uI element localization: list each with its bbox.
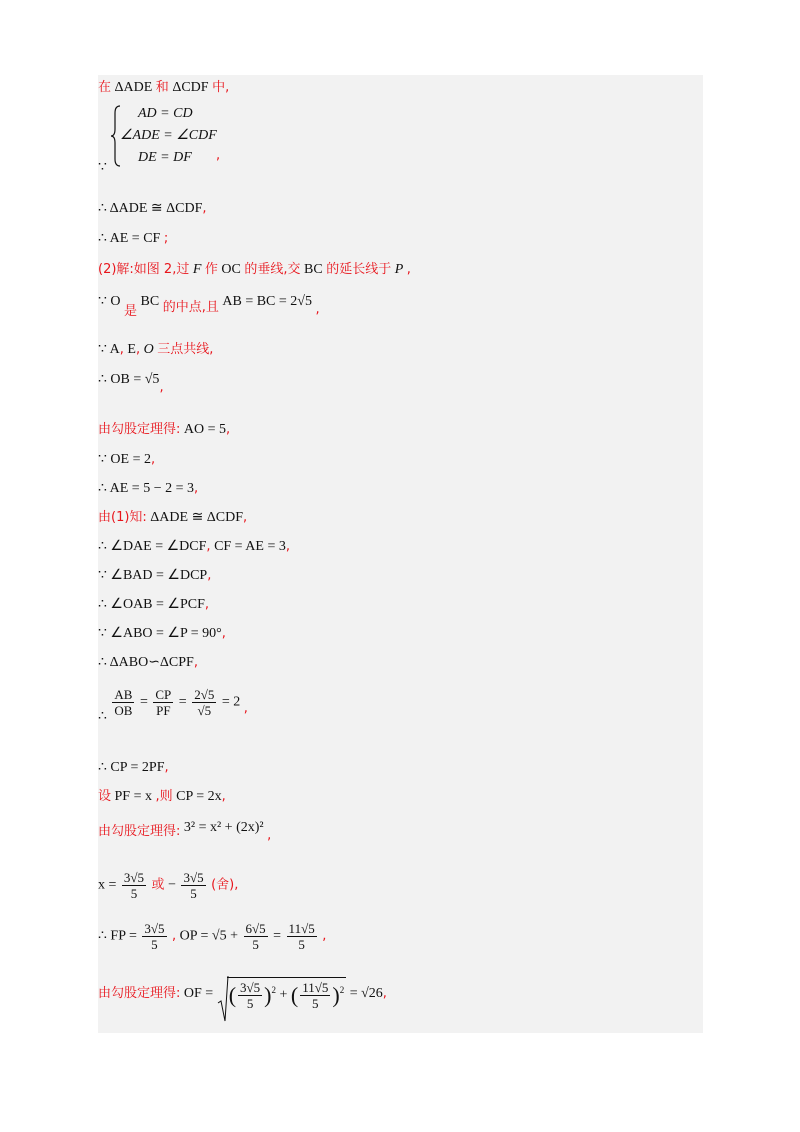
comma: ,: [285, 539, 291, 554]
fraction-2sqrt5-sqrt5: $\frac{2√5}{√5}$: [194, 687, 215, 718]
text: 由勾股定理得:: [98, 824, 181, 839]
math: ∵ O: [98, 294, 121, 309]
line-19: [98, 788, 226, 806]
line-17: ∴ $\frac{AB}{OB}$ = $\frac{CP}{PF}$ = $\frac{2√5}{√5}$ = 2 ,: [98, 687, 248, 724]
text: ,: [406, 262, 411, 277]
line-14: [98, 596, 209, 614]
line-20: [98, 819, 271, 849]
text: 由(1)知:: [98, 510, 147, 525]
text: 作: [204, 262, 218, 277]
fraction-6sqrt5-5: $\frac{6√5}{5}$: [245, 921, 266, 952]
solution-panel: [98, 75, 703, 1033]
text: 中,: [212, 80, 230, 95]
line-5: [98, 293, 320, 323]
fraction-3sqrt5-5: $\frac{3√5}{5}$: [144, 921, 165, 952]
math: ΔCDF: [172, 80, 209, 95]
math: F: [192, 262, 202, 277]
line-16: [98, 654, 198, 672]
math: ∴ ∠OAB = ∠PCF: [98, 597, 205, 612]
line-9: [98, 451, 155, 469]
comma: ,: [172, 928, 177, 944]
fraction-3sqrt5-5: $\frac{3√5}{5}$: [183, 870, 204, 901]
comma: ,: [243, 510, 248, 525]
text: 三点共线,: [157, 342, 214, 357]
math: BC: [304, 262, 323, 277]
math: ∵ ∠BAD = ∠DCP: [98, 568, 208, 583]
math: OF =: [183, 986, 214, 1002]
line-6: [98, 341, 213, 359]
comma: ,: [164, 760, 169, 775]
comma: ,: [243, 700, 248, 716]
text: 的中点,且: [162, 300, 219, 315]
math: CP = 2x: [176, 789, 222, 804]
math: AB = BC = 2√5: [222, 294, 312, 309]
math: ∴ CP = 2PF: [98, 760, 165, 775]
math: P: [394, 262, 404, 277]
comma: ,: [267, 828, 272, 843]
math: ∴ ∠DAE = ∠DCF: [98, 539, 207, 554]
text: (2)解:如图 2,过: [98, 262, 190, 277]
math: ∴ OB = √5: [98, 372, 160, 387]
comma: ,: [221, 626, 226, 641]
radical-sign-icon: [217, 975, 229, 1023]
math: ΔADE: [114, 80, 153, 95]
system-row-2: ∠ADE = ∠CDF: [120, 128, 217, 143]
therefore-symbol: ∴: [98, 708, 107, 724]
comma: ,: [221, 789, 226, 804]
fraction-cp-pf: $\frac{CP}{PF}$: [155, 687, 172, 718]
comma: ,: [226, 422, 231, 437]
math: ∵ ∠ABO = ∠P = 90°: [98, 626, 222, 641]
line-22: ∴ FP = $\frac{3√5}{5}$ , OP = √5 + $\frac{6√5}{5}$ = $\frac{11√5}{5}$ ,: [98, 921, 327, 952]
math: = 2: [221, 694, 241, 710]
comma: ,: [234, 877, 239, 893]
math: PF = x: [114, 789, 152, 804]
text: 的延长线于: [326, 262, 392, 277]
line-18: [98, 759, 169, 777]
math: 3² = x² + (2x)²: [183, 820, 264, 835]
comma: ,: [216, 148, 221, 163]
math: OP = √5 +: [179, 928, 238, 944]
math: ∴ ΔABO∽ΔCPF: [98, 655, 194, 670]
comma: ,: [315, 302, 320, 317]
comma: ,: [322, 928, 327, 944]
semicolon: ;: [163, 231, 169, 246]
math: E: [127, 342, 136, 357]
line-3: [98, 230, 168, 248]
text: 在: [98, 80, 112, 95]
system-row-3: DE = DF: [138, 150, 192, 165]
math: ∴ ΔADE ≅ ΔCDF: [98, 201, 203, 216]
comma: ,: [207, 568, 212, 583]
comma: ,: [193, 481, 199, 496]
comma: ,: [159, 380, 164, 395]
line-23: [98, 977, 387, 1027]
line-2: [98, 200, 207, 218]
math: −: [168, 877, 176, 893]
text: 和: [155, 80, 169, 95]
line-1: [98, 79, 229, 97]
fraction-ab-ob: $\frac{AB}{OB}$: [114, 687, 133, 718]
math: O: [143, 342, 154, 357]
comma: ,: [382, 986, 387, 1002]
text: 由勾股定理得:: [98, 422, 181, 437]
comma: ,: [193, 655, 198, 670]
math: ΔADE ≅ ΔCDF: [150, 510, 244, 525]
system-row-1: AD = CD: [138, 106, 193, 121]
comma: ,: [150, 452, 156, 467]
math: CF = AE = 3: [214, 539, 286, 554]
comma: ,: [119, 342, 124, 357]
sqrt-expression: ( $\frac{3√5}{5}$ )$^2$ + ( $\frac{11√5}{5}$ )$^2$: [217, 977, 347, 1011]
fraction-11sqrt5-5: $\frac{11√5}{5}$: [288, 921, 315, 952]
math: ∴ FP =: [98, 928, 137, 944]
fraction-3sqrt5-5: $\frac{3√5}{5}$: [123, 870, 145, 901]
line-10: [98, 480, 198, 498]
text: ,则: [155, 789, 173, 804]
line-8: [98, 421, 230, 439]
line-21: [98, 870, 238, 910]
math: ∵ A: [98, 342, 120, 357]
math: = √26: [349, 986, 383, 1002]
math: x =: [98, 877, 117, 893]
math: AO = 5: [183, 422, 227, 437]
comma: ,: [135, 342, 141, 357]
line-12: [98, 538, 290, 556]
comma: ,: [202, 201, 207, 216]
math: OC: [221, 262, 241, 277]
line-15: [98, 625, 226, 643]
line-13: [98, 567, 211, 585]
comma: ,: [204, 597, 210, 612]
line-4: [98, 261, 411, 279]
math: ∵ OE = 2: [98, 452, 151, 467]
text: 或: [151, 877, 165, 893]
text: 是: [124, 304, 138, 319]
because-symbol: ∵: [98, 160, 107, 175]
math: BC: [140, 294, 160, 309]
math: ∴ AE = CF: [98, 231, 161, 246]
comma: ,: [206, 539, 211, 554]
text: 设: [98, 789, 112, 804]
math: ∴ AE = 5 − 2 = 3: [98, 481, 194, 496]
text: (舍): [211, 877, 235, 893]
equation-system: [98, 103, 318, 175]
line-11: [98, 509, 247, 527]
text: 由勾股定理得:: [98, 986, 181, 1002]
text: 的垂线,交: [244, 262, 301, 277]
line-7: [98, 371, 164, 395]
